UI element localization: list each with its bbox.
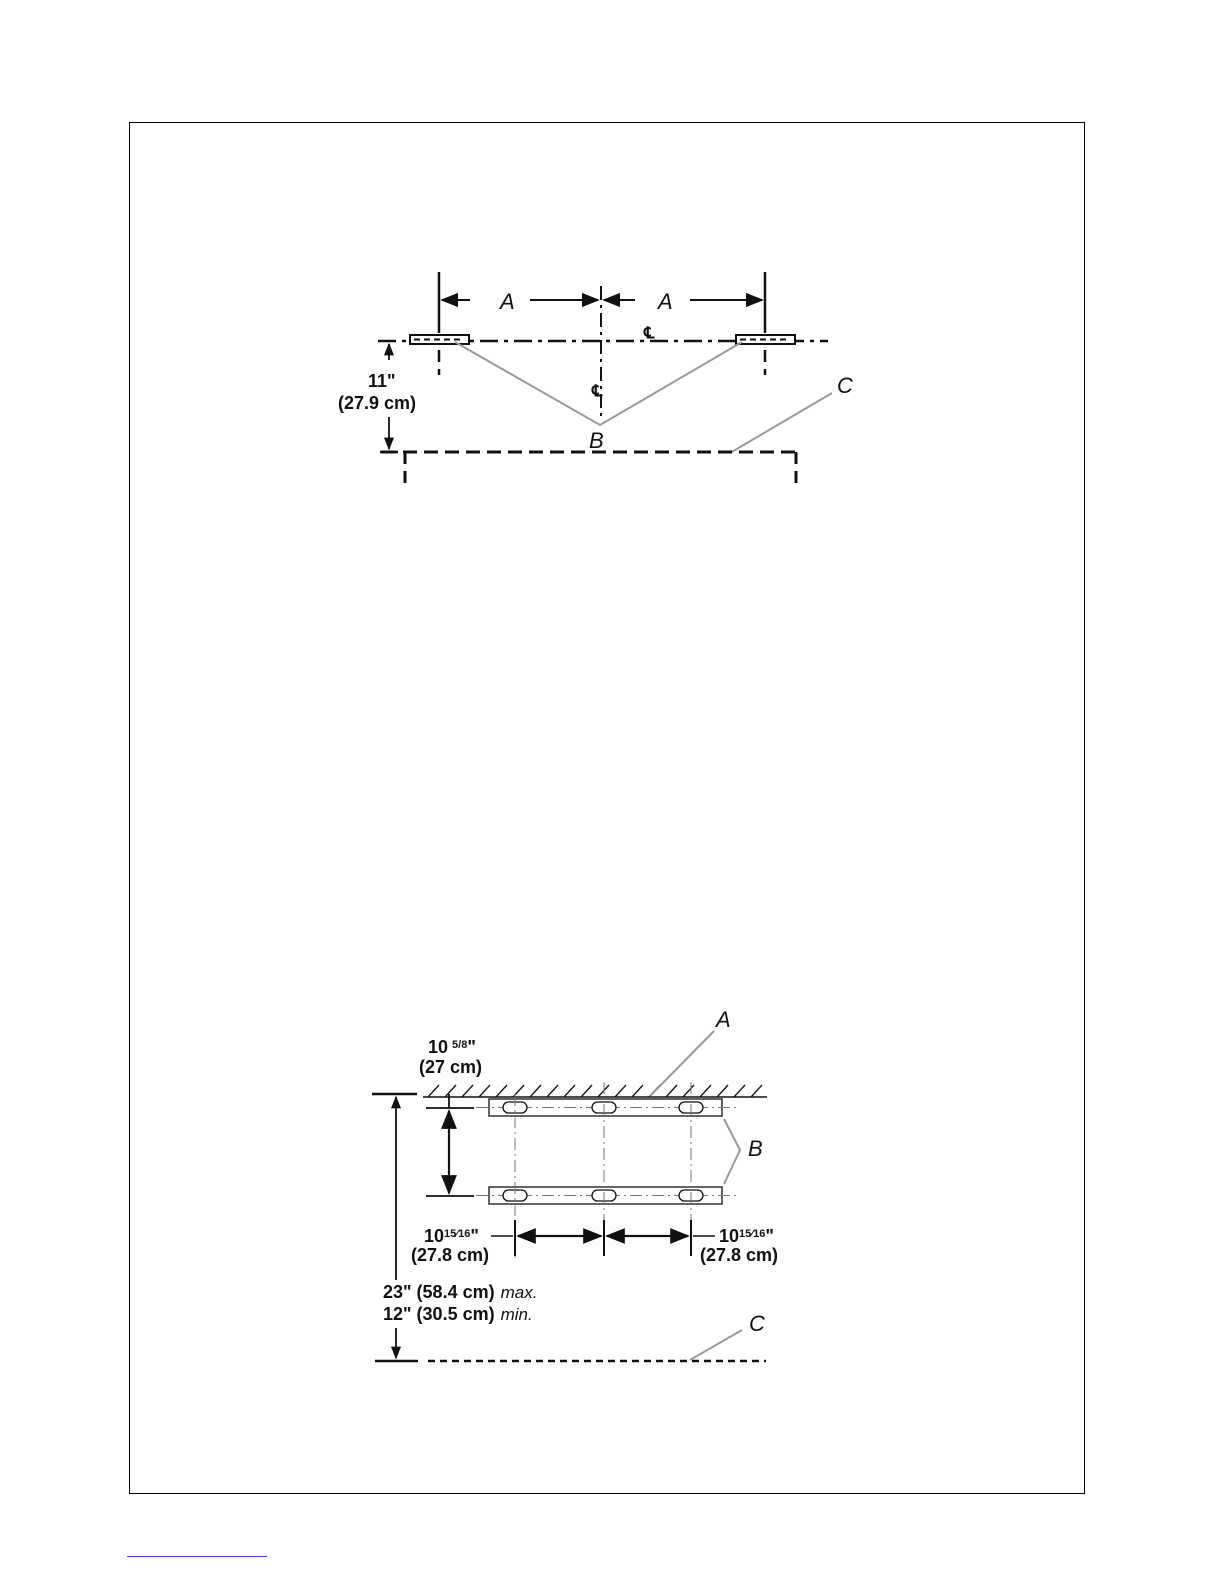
top-diagram [338, 272, 853, 490]
dim-a-left-label: A [500, 289, 515, 314]
vertical-centerline-symbol: ℄ [592, 383, 603, 400]
wall-hatching [428, 1085, 762, 1097]
a-leader-line [650, 1031, 714, 1096]
label-b: B [748, 1136, 763, 1161]
gap-metric: (27 cm) [419, 1057, 483, 1077]
span-right-metric: (27.8 cm) [700, 1245, 779, 1265]
dim-a-right-label: A [658, 289, 673, 314]
label-c: C [749, 1311, 765, 1336]
wall-hatch-stroke [428, 1085, 439, 1097]
dim-11-metric: (27.9 cm) [338, 393, 417, 413]
wall-hatch-stroke [717, 1085, 728, 1097]
wall-hatch-stroke [683, 1085, 694, 1097]
overall-max: 23" (58.4 cm) max. [383, 1282, 538, 1302]
wall-hatch-stroke [615, 1085, 626, 1097]
wall-hatch-stroke [547, 1085, 558, 1097]
gap-imperial: 10 $^{5/8}$" [428, 1037, 476, 1057]
wall-hatch-stroke [581, 1085, 592, 1097]
wall-hatch-stroke [700, 1085, 711, 1097]
c-leader-line [730, 393, 832, 453]
wall-hatch-stroke [564, 1085, 575, 1097]
wall-hatch-stroke [445, 1085, 456, 1097]
label-b: B [589, 428, 604, 453]
wall-hatch-stroke [632, 1085, 643, 1097]
bottom-diagram [372, 1007, 778, 1361]
b-leader-lines [724, 1119, 740, 1184]
wall-hatch-stroke [479, 1085, 490, 1097]
wall-hatch-stroke [530, 1085, 541, 1097]
overall-min: 12" (30.5 cm) min. [383, 1304, 533, 1324]
wall-hatch-stroke [462, 1085, 473, 1097]
wall-hatch-stroke [496, 1085, 507, 1097]
wall-hatch-stroke [751, 1085, 762, 1097]
horizontal-centerline-symbol: ℄ [644, 325, 655, 342]
label-c: C [837, 373, 853, 398]
wall-hatch-stroke [666, 1085, 677, 1097]
span-left-metric: (27.8 cm) [411, 1245, 490, 1265]
c-leader-line [690, 1330, 742, 1360]
span-left-imperial: $10^{15⁄16}$" [424, 1226, 479, 1246]
wall-hatch-stroke [734, 1085, 745, 1097]
span-right-imperial: $10^{15⁄16}$" [719, 1226, 774, 1246]
footer-link-underline[interactable] [127, 1556, 267, 1557]
label-a: A [716, 1007, 731, 1032]
dim-11-inches: 11" [368, 371, 396, 391]
